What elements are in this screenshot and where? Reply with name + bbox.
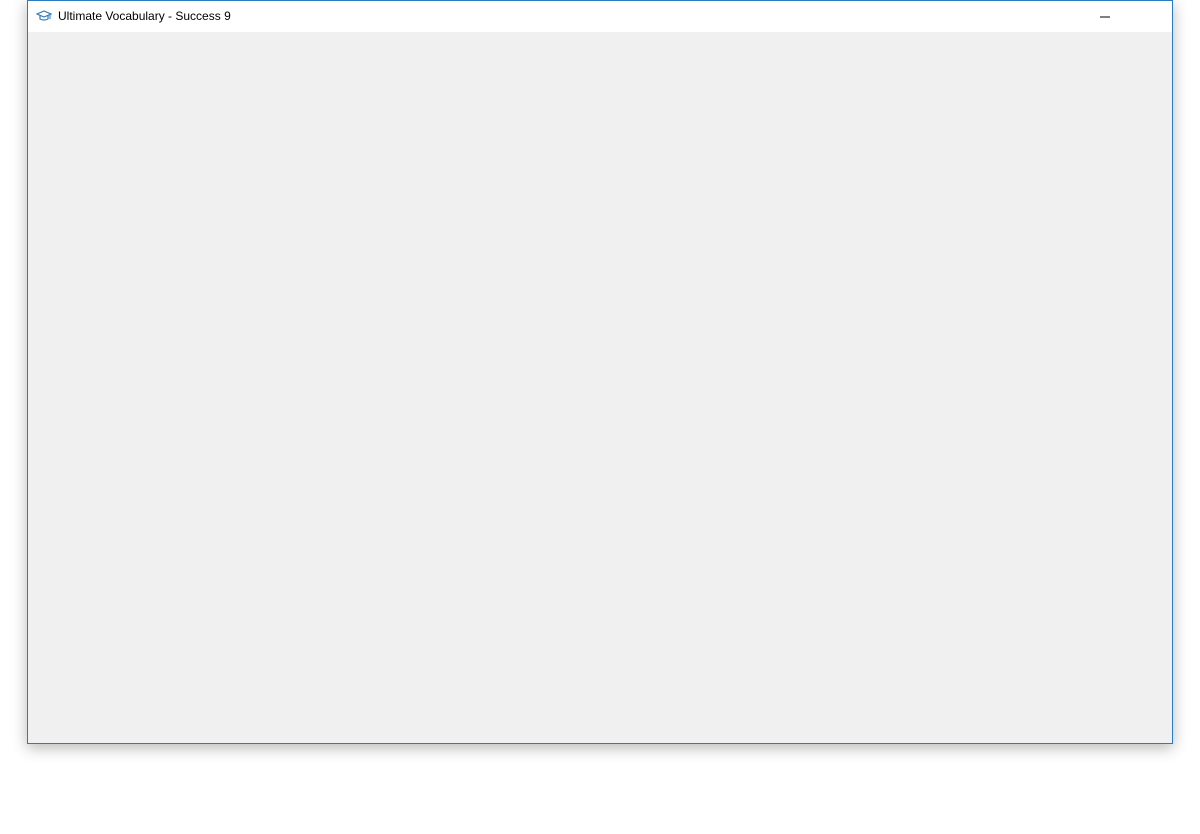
window-title: Ultimate Vocabulary - Success 9: [58, 9, 231, 23]
app-window: [27, 0, 1173, 744]
title-bar: [28, 1, 1172, 32]
graduation-cap-icon: [36, 9, 52, 23]
